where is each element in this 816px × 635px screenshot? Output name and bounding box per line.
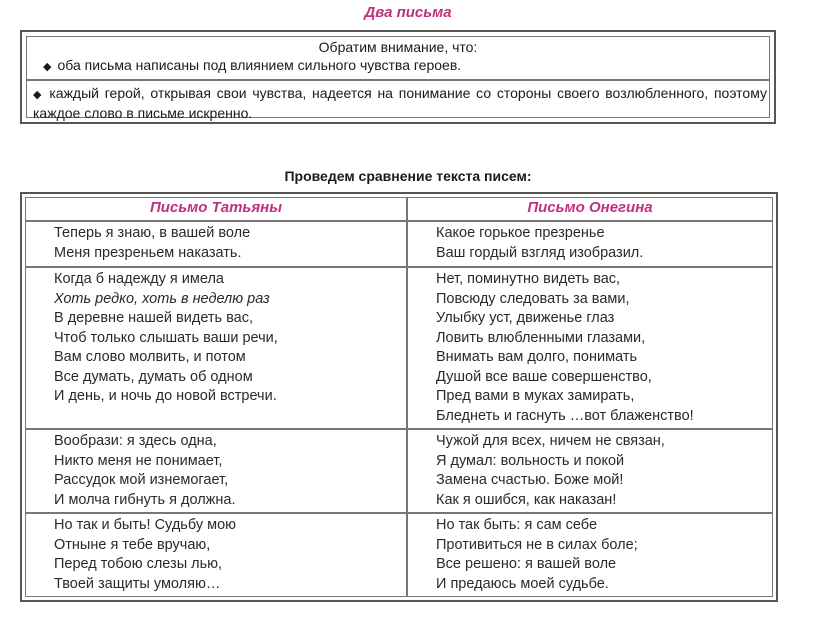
note-heading: Обратим внимание, что: [318,39,478,55]
row-divider [26,512,772,514]
note-bullet-2-text: каждый герой, открывая свои чувства, надеется на понимание со стороны своего возлюбленного, поэтому каждое слово в письме искренно. [33,85,767,121]
row-divider [26,428,772,430]
table-cell-onegin-4: Но так быть: я сам себе Противиться не в силах боле; Все решено: я вашей воле И предаюсь моей судьбе. [436,517,638,592]
comparison-table [20,192,778,602]
table-cell-onegin-1: Какое горькое презренье Ваш гордый взгляд изобразил. [436,225,644,261]
row-divider [26,266,772,268]
table-cell-tatyana-3: Вообрази: я здесь одна, Никто меня не понимает, Рассудок мой изнемогает, И молча гибнуть я должна. [54,433,236,508]
table-cell-onegin-2: Нет, поминутно видеть вас, Повсюду следовать за вами, Улыбку уст, движенье глаз Ловить влюбленными глазами, Внимать вам долго, понимать Душой все ваше совершенство, Пред вами в муках замирать, Бледнеть и гаснуть …вот блаженство! [436,271,694,424]
table-cell-tatyana-4: Но так и быть! Судьбу мою Отныне я тебе вручаю, Перед тобою слезы лью, Твоей защиты умоляю… [54,517,237,592]
table-cell-onegin-3: Чужой для всех, ничем не связан, Я думал: вольность и покой Замена счастью. Боже мой! Как я ошибся, как наказан! [436,433,665,508]
column-header-tatyana: Письмо Татьяны [149,199,283,216]
row-divider [26,220,772,222]
note-bullet-1 [27,56,769,76]
diamond-bullet-icon: ◆ [33,89,44,101]
page-title: Два письма [364,4,452,21]
table-cell-tatyana-1: Теперь я знаю, в вашей воле Меня презреньем наказать. [54,225,251,261]
note-box [20,30,776,124]
note-bullet-1-text: оба письма написаны под влиянием сильного чувства героев. [57,57,462,73]
column-divider [406,198,408,596]
column-header-onegin: Письмо Онегина [527,199,653,216]
note-bullet-2 [27,81,769,122]
comparison-subtitle: Проведем сравнение текста писем: [284,168,532,184]
diamond-bullet-icon: ◆ [43,61,52,73]
table-cell-tatyana-2: Когда б надежду я имела Хоть редко, хоть в неделю раз В деревне нашей видеть вас, Чтоб только слышать ваши речи, Вам слово молвить, и потом Все думать, думать об одном И день, и ночь до новой встречи. [54,271,278,404]
